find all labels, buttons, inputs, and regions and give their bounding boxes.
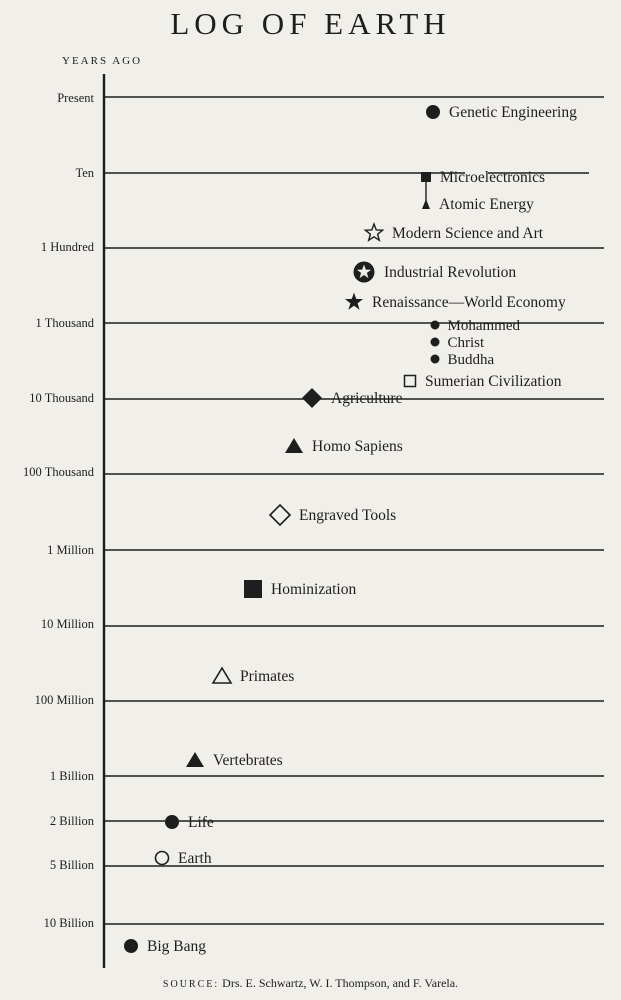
event-label-primates: Primates [240, 668, 295, 685]
event-label-industrial-revolution: Industrial Revolution [384, 264, 517, 281]
tick-label: 2 Billion [49, 814, 94, 828]
event-label-buddha: Buddha [447, 352, 495, 368]
tick-label: Ten [75, 166, 94, 180]
marker [165, 815, 179, 829]
source-text: Drs. E. Schwartz, W. I. Thompson, and F. Varela. [222, 976, 459, 990]
event-label-modern-science-and-art: Modern Science and Art [392, 225, 544, 242]
tick-label: 10 Billion [43, 916, 94, 930]
marker [270, 505, 290, 525]
event-label-mohammed: Mohammed [447, 318, 520, 334]
event-label-sumerian-civilization: Sumerian Civilization [425, 373, 562, 390]
tick-label: 100 Million [34, 693, 94, 707]
marker [124, 939, 138, 953]
tick-label: Present [57, 91, 94, 105]
tick-label: 10 Thousand [29, 391, 94, 405]
event-label-microelectronics: Microelectronics [440, 169, 546, 186]
tick-label: 1 Thousand [35, 316, 94, 330]
marker [345, 293, 363, 310]
y-axis-title: YEARS AGO [62, 55, 143, 67]
event-label-genetic-engineering: Genetic Engineering [449, 104, 577, 121]
marker [431, 321, 440, 330]
event-label-renaissance-world-economy: Renaissance—World Economy [372, 294, 566, 311]
tick-label: 5 Billion [49, 858, 94, 872]
marker [244, 580, 262, 598]
event-label-big-bang: Big Bang [147, 938, 206, 955]
marker [431, 355, 440, 364]
event-label-engraved-tools: Engraved Tools [299, 507, 397, 524]
event-label-atomic-energy: Atomic Energy [439, 196, 534, 213]
chart-title: LOG OF EARTH [170, 6, 451, 41]
marker [431, 338, 440, 347]
event-label-life: Life [188, 814, 214, 831]
marker [302, 388, 322, 408]
marker [213, 668, 231, 683]
marker [365, 224, 382, 240]
marker [421, 172, 431, 182]
marker [285, 438, 303, 453]
tick-label: 1 Million [47, 543, 94, 557]
marker [426, 105, 440, 119]
marker [422, 199, 430, 209]
event-label-vertebrates: Vertebrates [213, 752, 283, 769]
event-label-agriculture: Agriculture [331, 390, 403, 407]
event-label-hominization: Hominization [271, 581, 357, 598]
source-label: SOURCE: [162, 979, 220, 990]
marker [156, 852, 169, 865]
event-label-earth: Earth [178, 850, 212, 867]
tick-label: 100 Thousand [23, 465, 94, 479]
source-note [0, 976, 621, 991]
marker [405, 376, 416, 387]
event-label-homo-sapiens: Homo Sapiens [312, 438, 403, 455]
tick-label: 1 Hundred [40, 240, 94, 254]
tick-label: 1 Billion [49, 769, 94, 783]
tick-label: 10 Million [40, 617, 94, 631]
event-label-christ: Christ [447, 335, 485, 351]
marker [186, 752, 204, 767]
